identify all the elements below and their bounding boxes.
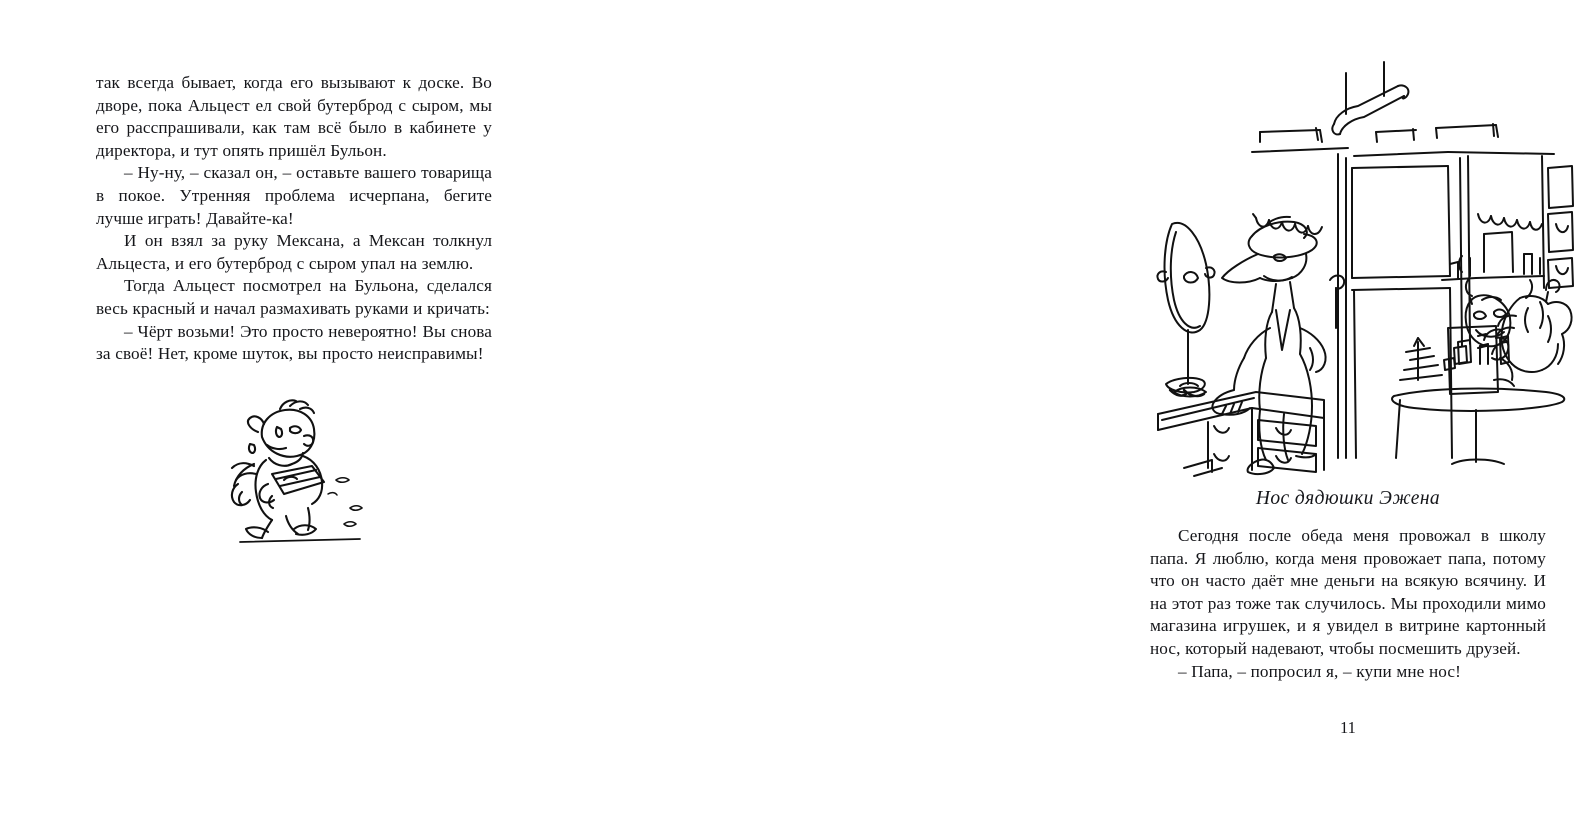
paragraph: так всегда бывает, когда его вызывают к доске. Во дворе, пока Альцест ел свой бутерброд с сыром, мы его расспрашивали, как там всё было в кабинете у директора, и тут опять пришёл Бульон. xyxy=(96,73,492,160)
paragraph: Тогда Альцест посмотрел на Бульона, сделался весь красный и начал размахивать руками и кричать: xyxy=(96,276,492,318)
toy-shop-window-scene-illustration xyxy=(1148,28,1578,468)
left-page-body-text xyxy=(96,72,492,366)
paragraph: Сегодня после обеда меня провожал в школу папа. Я люблю, когда меня провожает папа, потому что он часто даёт мне деньги на всякую всячину. И на этот раз тоже так случилось. Мы проходили мимо магазина игрушек, и я увидел в витрине картонный нос, который надевают, чтобы посмешить друзей. xyxy=(1150,526,1546,658)
right-page-body-text xyxy=(1150,525,1546,683)
right-page xyxy=(550,0,1546,825)
left-page xyxy=(0,0,550,825)
paragraph: – Папа, – попросил я, – купи мне нос! xyxy=(1178,661,1461,681)
boy-walking-with-sandwich-illustration xyxy=(228,396,418,546)
paragraph: И он взял за руку Мексана, а Мексан толкнул Альцеста, и его бутерброд с сыром упал на землю. xyxy=(96,231,492,273)
page-number: 11 xyxy=(1340,718,1356,737)
chapter-title: Нос дядюшки Эжена xyxy=(1255,488,1441,509)
paragraph: – Ну-ну, – сказал он, – оставьте вашего товарища в покое. Утренняя проблема исчерпана, бегите лучше играть! Давайте-ка! xyxy=(96,163,492,228)
paragraph: – Чёрт возьми! Это просто невероятно! Вы снова за своё! Нет, кроме шуток, вы просто неисправимы! xyxy=(96,321,492,364)
